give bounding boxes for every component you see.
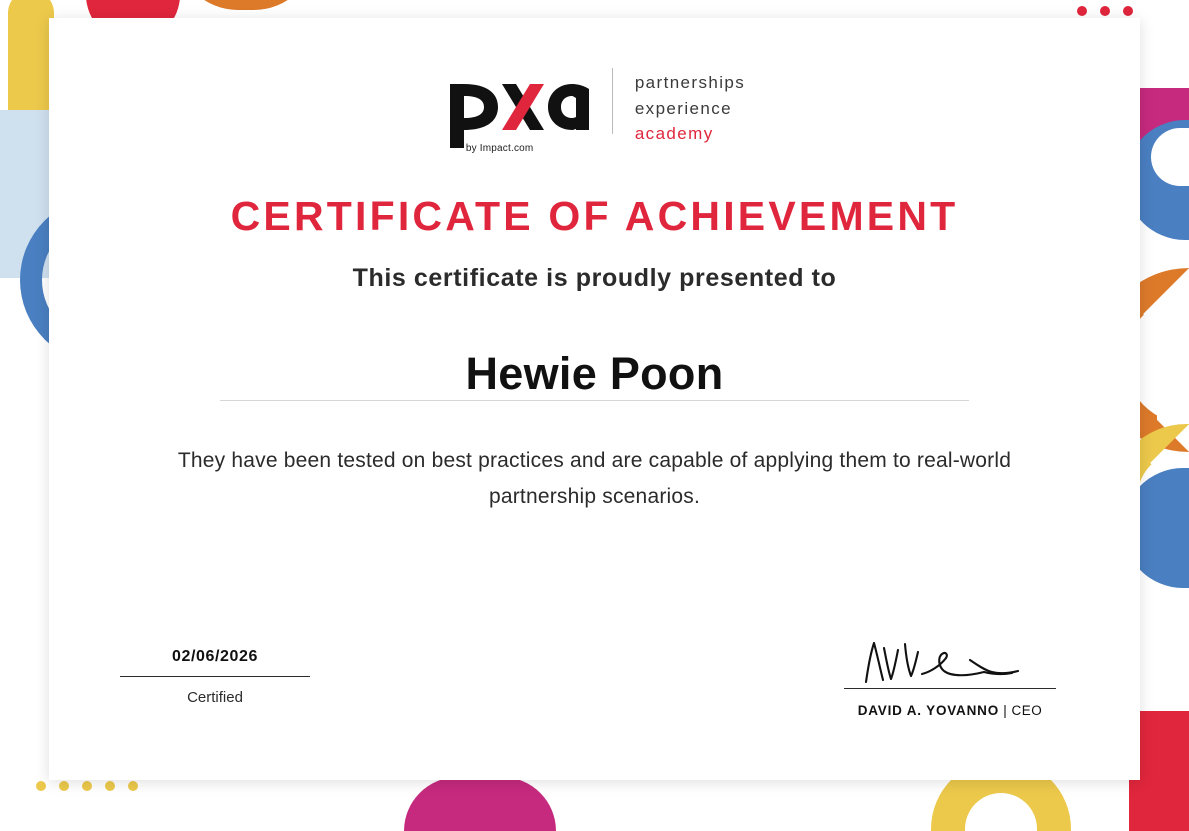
logo-word-partnerships: partnerships: [634, 73, 746, 92]
decor-orange-arc-top: [176, 0, 316, 10]
logo-word-experience: experience: [634, 98, 732, 118]
decor-dot-grid-bottom-left: [36, 781, 138, 791]
certificate-subtitle: This certificate is proudly presented to: [352, 264, 837, 292]
signer-name: DAVID A. YOVANNO: [857, 703, 1000, 718]
date-label: Certified: [187, 689, 243, 706]
logo-wordmark: [635, 64, 745, 147]
logo-byline: by Impact.com: [465, 143, 534, 154]
certificate-card: [49, 18, 1140, 780]
signer-line: [844, 689, 1056, 718]
decor-magenta-arc-bottom: [404, 777, 556, 831]
logo-divider: [612, 68, 613, 134]
pxa-logo-icon: [444, 64, 594, 154]
brand-logo: [49, 64, 1140, 154]
logo-word-academy: academy: [634, 124, 714, 143]
certificate-title: CERTIFICATE OF ACHIEVEMENT: [230, 193, 959, 239]
signer-separator: |: [999, 703, 1012, 718]
signer-role: CEO: [1011, 703, 1043, 718]
recipient-underline: [220, 400, 969, 401]
certified-date: 02/06/2026: [171, 648, 259, 665]
signature-block: [844, 638, 1056, 718]
certificate-body-text: They have been tested on best practices and are capable of applying them to real-world partnership scenarios.: [177, 449, 1012, 509]
date-block: [120, 648, 310, 706]
recipient-name: Hewie Poon: [465, 348, 724, 399]
signature-icon: [850, 638, 1050, 686]
